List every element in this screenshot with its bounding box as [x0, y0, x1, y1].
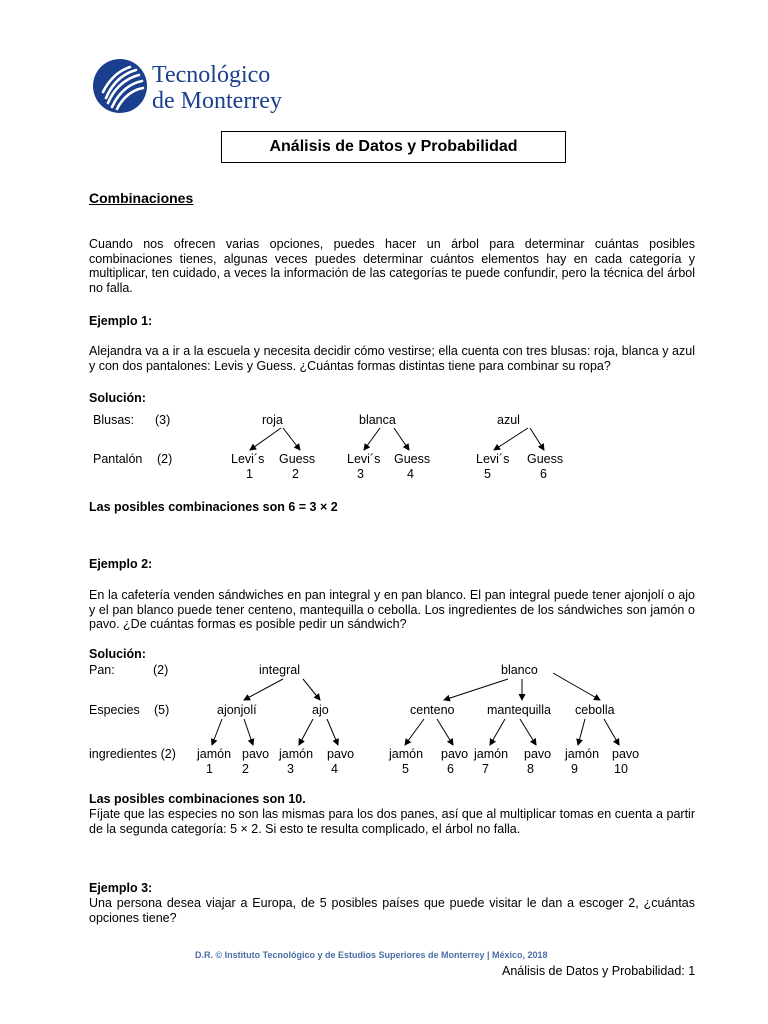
tree-arrow: [530, 428, 544, 450]
example2-row3-label: ingredientes (2): [89, 747, 176, 761]
example2-row1-count: (2): [153, 663, 169, 677]
example2-solution-label: Solución:: [89, 647, 146, 661]
example1-row1-count: (3): [155, 413, 171, 427]
species-node: cebolla: [575, 703, 615, 717]
intro-paragraph: Cuando nos ofrecen varias opciones, puedes hacer un árbol para determinar cuántas posibles combinaciones tienes, algunas veces puedes determinar cuántos elementos hay en cada categoría y multiplicar, ten cuidado, a veces la información de las categorías te puede confundir, pero la técnica del árbol no falla.: [89, 237, 695, 295]
tree-arrow: [250, 428, 281, 450]
combination-number: 10: [614, 762, 628, 776]
tree-arrow: [303, 679, 320, 700]
example1-row1-label: Blusas:: [93, 413, 134, 427]
pants-node: Levi´s: [231, 452, 265, 466]
example2-note: Fíjate que las especies no son las mismas para los dos panes, así que al multiplicar tomas en cuenta a partir de la segunda categoría: 5 × 2. Si esto te resulta complicado, el árbol no falla.: [89, 807, 695, 836]
ingredient-node: jamón: [389, 747, 424, 761]
example3-text: Una persona desea viajar a Europa, de 5 posibles países que puede visitar le dan a escoger 2, ¿cuántas opciones tiene?: [89, 896, 695, 925]
ingredient-node: pavo: [524, 747, 552, 761]
example1-heading: Ejemplo 1:: [89, 314, 153, 328]
pants-node: Levi´s: [347, 452, 381, 466]
section-title: Combinaciones: [89, 190, 194, 206]
combination-number: 5: [484, 467, 491, 481]
combination-number: 1: [206, 762, 213, 776]
tree-arrow: [578, 719, 585, 745]
example1-result: Las posibles combinaciones son 6 = 3 × 2: [89, 500, 338, 514]
tree-arrow: [244, 719, 253, 745]
example2-text: En la cafetería venden sándwiches en pan integral y en pan blanco. El pan integral puede tener ajonjolí o ajo y el pan blanco puede tener centeno, mantequilla o cebolla. Los ingredientes de los sándwiches son jamón o pavo. ¿De cuántas formas es posible pedir un sándwich?: [89, 588, 695, 631]
pants-node: Levi´s: [476, 452, 510, 466]
ingredient-node: jamón: [565, 747, 600, 761]
tree-arrow: [244, 679, 283, 700]
tree-arrow: [444, 679, 508, 700]
ingredient-node: jamón: [197, 747, 232, 761]
tree-arrow: [283, 428, 300, 450]
page-title: Análisis de Datos y Probabilidad: [221, 131, 566, 163]
example1-row2-label: Pantalón: [93, 452, 143, 466]
blouse-node: blanca: [359, 413, 396, 427]
tree-arrow: [394, 428, 409, 450]
blouse-node: roja: [262, 413, 283, 427]
logo-text-line2: de Monterrey: [152, 88, 282, 114]
example2-row2-label: Especies: [89, 703, 140, 717]
tree-arrow: [553, 673, 600, 700]
example3-heading: Ejemplo 3:: [89, 881, 153, 895]
tree-arrow: [604, 719, 619, 745]
tree-arrow: [212, 719, 222, 745]
tree-arrow: [494, 428, 528, 450]
species-node: mantequilla: [487, 703, 551, 717]
combination-number: 1: [246, 467, 253, 481]
logo-text-line1: Tecnológico: [152, 62, 271, 88]
combination-number: 6: [447, 762, 454, 776]
combination-number: 7: [482, 762, 489, 776]
combination-number: 5: [402, 762, 409, 776]
tree-arrow: [490, 719, 505, 745]
species-node: ajonjolí: [217, 703, 257, 717]
bread-node: integral: [259, 663, 300, 677]
pants-node: Guess: [394, 452, 431, 466]
footer-credit: D.R. © Instituto Tecnológico y de Estudios Superiores de Monterrey | México, 2018: [195, 950, 548, 960]
bread-node: blanco: [501, 663, 538, 677]
example1-text: Alejandra va a ir a la escuela y necesita decidir cómo vestirse; ella cuenta con tres blusas: roja, blanca y azul y con dos pantalones: Levis y Guess. ¿Cuántas formas distintas tiene para combinar su ropa?: [89, 344, 695, 373]
pants-node: Guess: [527, 452, 564, 466]
pants-node: Guess: [279, 452, 316, 466]
tree-arrow: [437, 719, 453, 745]
tree-arrow: [299, 719, 313, 745]
example2-heading: Ejemplo 2:: [89, 557, 153, 571]
ingredient-node: pavo: [441, 747, 469, 761]
example1-solution-label: Solución:: [89, 391, 146, 405]
species-node: ajo: [312, 703, 329, 717]
example2-result: Las posibles combinaciones son 10.: [89, 792, 306, 806]
example1-row2-count: (2): [157, 452, 173, 466]
tree-arrow: [405, 719, 424, 745]
combination-number: 3: [287, 762, 294, 776]
combination-number: 6: [540, 467, 547, 481]
combination-number: 8: [527, 762, 534, 776]
combination-number: 2: [292, 467, 299, 481]
combination-number: 3: [357, 467, 364, 481]
combination-number: 2: [242, 762, 249, 776]
ingredient-node: jamón: [474, 747, 509, 761]
footer-page-label: Análisis de Datos y Probabilidad: 1: [502, 964, 696, 978]
combination-number: 4: [331, 762, 338, 776]
ingredient-node: jamón: [279, 747, 314, 761]
ingredient-node: pavo: [612, 747, 640, 761]
combination-number: 9: [571, 762, 578, 776]
tree-arrow: [327, 719, 338, 745]
combination-number: 4: [407, 467, 414, 481]
ingredient-node: pavo: [327, 747, 355, 761]
example2-row2-count: (5): [154, 703, 170, 717]
tree-arrow: [364, 428, 380, 450]
example2-row1-label: Pan:: [89, 663, 115, 677]
ingredient-node: pavo: [242, 747, 270, 761]
blouse-node: azul: [497, 413, 520, 427]
species-node: centeno: [410, 703, 455, 717]
tree-arrow: [520, 719, 536, 745]
